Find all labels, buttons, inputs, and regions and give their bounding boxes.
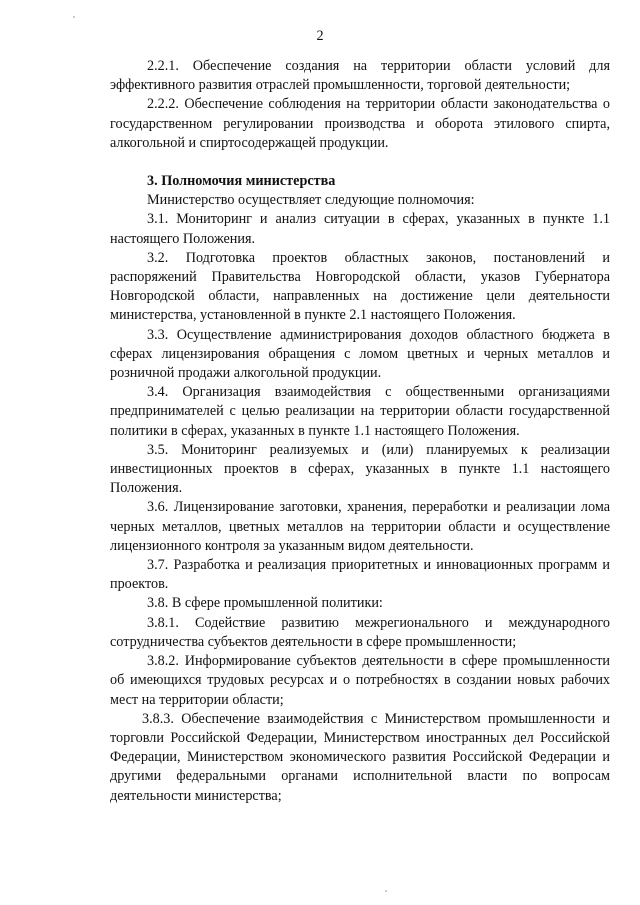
item-3-7: 3.7. Разработка и реализация приоритетных и инновационных программ и проектов. <box>110 557 610 593</box>
item-3-6: 3.6. Лицензирование заготовки, хранения, переработки и реализации лома черных металлов, цветных металлов на территории области и осуществление лицензионного контроля за указанным видом деятельности. <box>110 499 610 554</box>
item-3-8-2: 3.8.2. Информирование субъектов деятельности в сфере промышленности об имеющихся трудовых ресурсах и о потребностях в создании новых рабочих мест на территории области; <box>110 653 610 708</box>
item-3-2: 3.2. Подготовка проектов областных законов, постановлений и распоряжений Правительства Новгородской области, указов Губернатора Новгородской области, направленных на достижение цели деятельности министерства, установленной в пункте 2.1 настоящего Положения. <box>110 249 610 324</box>
page-number: 2 <box>316 28 324 44</box>
item-3-8-3: 3.8.3. Обеспечение взаимодействия с Министерством промышленности и торговли Российской Федерации, Министерством иностранных дел Российской Федерации, Министерством экономического развития Российской Федерации и другими федеральными органами исполнительной власти по вопросам деятельности министерства; <box>110 710 610 804</box>
item-3-8: 3.8. В сфере промышленной политики: <box>147 595 383 612</box>
item-3-3: 3.3. Осуществление администрирования доходов областного бюджета в сферах лицензирования обращения с ломом цветных и черных металлов и розничной продажи алкогольной продукции. <box>110 326 610 382</box>
item-3-8-1: 3.8.1. Содействие развитию межрегионального и международного сотрудничества субъектов деятельности в сфере промышленности; <box>110 614 610 650</box>
section-intro: Министерство осуществляет следующие полномочия: <box>147 192 475 209</box>
paragraph-2-2-2: 2.2.2. Обеспечение соблюдения на территории области законодательства о государственном регулировании производства и оборота этилового спирта, алкогольной и спиртосодержащей продукции. <box>110 96 610 151</box>
scan-speck <box>73 16 75 18</box>
paragraph-2-2-1: 2.2.1. Обеспечение создания на территории области условий для эффективного развития отраслей промышленности, торговой деятельности; <box>110 58 610 94</box>
document-body <box>110 57 610 806</box>
item-3-5: 3.5. Мониторинг реализуемых и (или) планируемых к реализации инвестиционных проектов в сферах, указанных в пункте 1.1 настоящего Положения. <box>110 441 610 497</box>
scan-speck <box>385 890 387 892</box>
section-heading: 3. Полномочия министерства <box>147 173 336 190</box>
item-3-1: 3.1. Мониторинг и анализ ситуации в сферах, указанных в пункте 1.1 настоящего Положения. <box>110 211 610 247</box>
item-3-4: 3.4. Организация взаимодействия с общественными организациями предпринимателей с целью реализации на территории области государственной политики в сферах, указанных в пункте 1.1 настоящего Положения. <box>110 384 610 439</box>
